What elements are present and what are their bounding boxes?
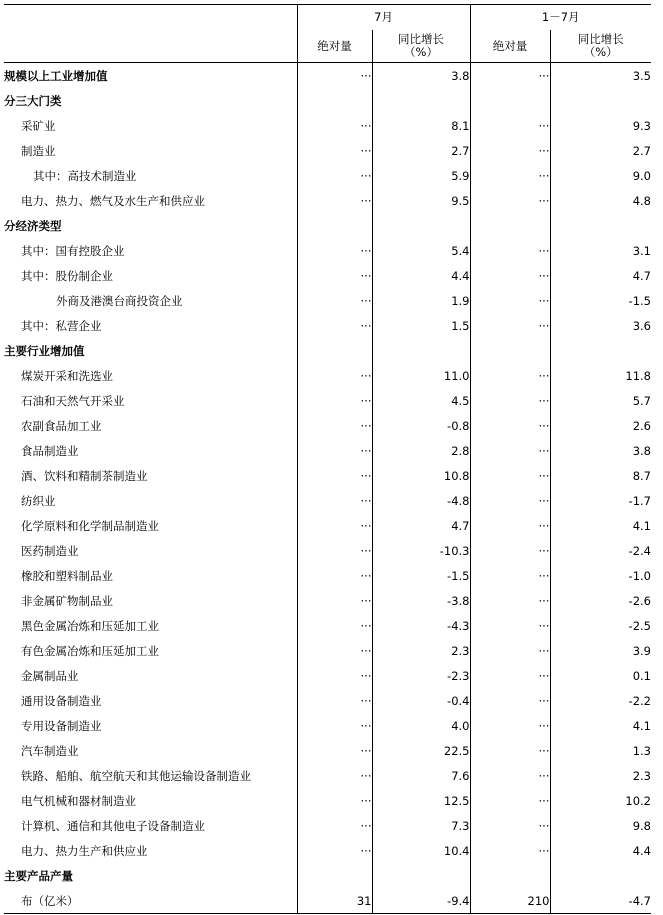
- table-row: [4, 163, 651, 188]
- ytd-abs-cell: ···: [470, 238, 550, 263]
- ytd-abs-cell: ···: [470, 788, 550, 813]
- ytd-yoy-cell: -2.4: [550, 538, 651, 563]
- ytd-yoy-cell: 5.7: [550, 388, 651, 413]
- july-yoy-cell: 4.0: [372, 713, 470, 738]
- ytd-yoy-cell: 9.0: [550, 163, 651, 188]
- ytd-abs-cell: ···: [470, 313, 550, 338]
- table-row: [4, 838, 651, 863]
- table-row: [4, 438, 651, 463]
- table-row: [4, 363, 651, 388]
- header-yoy-unit: （%）: [404, 45, 438, 59]
- july-yoy-cell: -4.3: [372, 613, 470, 638]
- ytd-yoy-cell: 3.1: [550, 238, 651, 263]
- ytd-yoy-cell: [550, 338, 651, 363]
- row-label: 铁路、船舶、航空航天和其他运输设备制造业: [21, 768, 251, 783]
- july-abs-cell: ···: [297, 838, 372, 863]
- july-abs-cell: ···: [297, 588, 372, 613]
- row-label: 有色金属冶炼和压延加工业: [21, 643, 159, 658]
- ytd-yoy-cell: 3.6: [550, 313, 651, 338]
- ytd-abs-cell: ···: [470, 838, 550, 863]
- ytd-abs-cell: ···: [470, 663, 550, 688]
- ytd-abs-cell: [470, 338, 550, 363]
- ytd-abs-cell: ···: [470, 738, 550, 763]
- table-row: [4, 763, 651, 788]
- ytd-abs-cell: ···: [470, 638, 550, 663]
- ytd-yoy-cell: 4.1: [550, 513, 651, 538]
- row-label: 煤炭开采和洗选业: [21, 368, 113, 383]
- table-row: [4, 238, 651, 263]
- ytd-abs-cell: ···: [470, 438, 550, 463]
- ytd-abs-cell: ···: [470, 138, 550, 163]
- header-blank-cell: [4, 5, 297, 31]
- ytd-yoy-cell: 3.8: [550, 438, 651, 463]
- ytd-yoy-cell: 9.8: [550, 813, 651, 838]
- ytd-yoy-cell: [550, 213, 651, 238]
- row-label: 分三大门类: [4, 93, 62, 108]
- ytd-abs-cell: ···: [470, 538, 550, 563]
- table-row: [4, 488, 651, 513]
- july-abs-cell: 31: [297, 888, 372, 914]
- table-row: [4, 688, 651, 713]
- ytd-yoy-cell: 2.6: [550, 413, 651, 438]
- ytd-yoy-cell: 8.7: [550, 463, 651, 488]
- ytd-abs-cell: ···: [470, 463, 550, 488]
- table-row: [4, 138, 651, 163]
- table-row: [4, 313, 651, 338]
- section-row: [4, 213, 651, 238]
- ytd-yoy-cell: 1.3: [550, 738, 651, 763]
- july-yoy-cell: 5.4: [372, 238, 470, 263]
- july-abs-cell: [297, 338, 372, 363]
- july-abs-cell: ···: [297, 763, 372, 788]
- header-yoy-unit: （%）: [583, 45, 618, 59]
- row-label: 食品制造业: [21, 443, 79, 458]
- july-abs-cell: ···: [297, 288, 372, 313]
- ytd-abs-cell: ···: [470, 513, 550, 538]
- row-label: 橡胶和塑料制品业: [21, 568, 113, 583]
- ytd-yoy-cell: -4.7: [550, 888, 651, 914]
- july-abs-cell: ···: [297, 63, 372, 89]
- row-label: 其中：国有控股企业: [21, 243, 125, 258]
- ytd-abs-cell: ···: [470, 388, 550, 413]
- table-row: [4, 813, 651, 838]
- ytd-abs-cell: ···: [470, 113, 550, 138]
- july-yoy-cell: -1.5: [372, 563, 470, 588]
- table-row: [4, 788, 651, 813]
- table-row: [4, 288, 651, 313]
- section-row: [4, 863, 651, 888]
- ytd-abs-cell: ···: [470, 363, 550, 388]
- july-abs-cell: ···: [297, 638, 372, 663]
- header-blank-cell: [4, 30, 297, 63]
- row-label: 金属制品业: [21, 668, 79, 683]
- header-jan-jul: 1－7月: [470, 5, 651, 31]
- row-label: 电力、热力生产和供应业: [21, 843, 148, 858]
- header-ytd-abs: 绝对量: [470, 30, 550, 63]
- july-abs-cell: ···: [297, 313, 372, 338]
- ytd-abs-cell: [470, 88, 550, 113]
- ytd-abs-cell: ···: [470, 763, 550, 788]
- ytd-yoy-cell: 4.7: [550, 263, 651, 288]
- july-abs-cell: ···: [297, 188, 372, 213]
- table-row: [4, 538, 651, 563]
- header-july-yoy: [372, 30, 470, 63]
- july-yoy-cell: 4.5: [372, 388, 470, 413]
- july-yoy-cell: -3.8: [372, 588, 470, 613]
- row-label: 规模以上工业增加值: [4, 68, 108, 83]
- july-abs-cell: ···: [297, 788, 372, 813]
- ytd-abs-cell: ···: [470, 413, 550, 438]
- row-label: 纺织业: [21, 493, 56, 508]
- section-row: [4, 88, 651, 113]
- table-row: [4, 463, 651, 488]
- table-body: [4, 63, 651, 914]
- ytd-abs-cell: ···: [470, 688, 550, 713]
- july-abs-cell: ···: [297, 738, 372, 763]
- july-yoy-cell: 4.7: [372, 513, 470, 538]
- july-abs-cell: ···: [297, 663, 372, 688]
- ytd-yoy-cell: -1.5: [550, 288, 651, 313]
- july-yoy-cell: 5.9: [372, 163, 470, 188]
- table-row: [4, 638, 651, 663]
- row-label: 主要产品产量: [4, 868, 73, 883]
- july-yoy-cell: 11.0: [372, 363, 470, 388]
- header-row-period: [4, 5, 651, 31]
- july-yoy-cell: 7.3: [372, 813, 470, 838]
- july-yoy-cell: 12.5: [372, 788, 470, 813]
- ytd-yoy-cell: -1.7: [550, 488, 651, 513]
- july-yoy-cell: 2.7: [372, 138, 470, 163]
- row-label: 其中：高技术制造业: [33, 168, 137, 183]
- row-label: 电力、热力、燃气及水生产和供应业: [21, 193, 205, 208]
- july-abs-cell: ···: [297, 163, 372, 188]
- ytd-yoy-cell: 11.8: [550, 363, 651, 388]
- table-row: [4, 588, 651, 613]
- july-yoy-cell: -9.4: [372, 888, 470, 914]
- row-label: 非金属矿物制品业: [21, 593, 113, 608]
- july-yoy-cell: 3.8: [372, 63, 470, 89]
- ytd-abs-cell: ···: [470, 488, 550, 513]
- july-abs-cell: ···: [297, 688, 372, 713]
- header-yoy-label: 同比增长: [398, 32, 444, 46]
- ytd-yoy-cell: 4.1: [550, 713, 651, 738]
- header-ytd-yoy: [550, 30, 651, 63]
- row-label: 主要行业增加值: [4, 343, 85, 358]
- july-yoy-cell: 2.3: [372, 638, 470, 663]
- row-label: 其中：股份制企业: [21, 268, 113, 283]
- row-label: 汽车制造业: [21, 743, 79, 758]
- july-abs-cell: ···: [297, 513, 372, 538]
- ytd-abs-cell: ···: [470, 188, 550, 213]
- row-label: 化学原料和化学制品制造业: [21, 518, 159, 533]
- july-abs-cell: ···: [297, 138, 372, 163]
- july-abs-cell: ···: [297, 463, 372, 488]
- row-label: 其中：私营企业: [21, 318, 102, 333]
- ytd-abs-cell: 210: [470, 888, 550, 914]
- july-yoy-cell: 1.5: [372, 313, 470, 338]
- table-row: [4, 563, 651, 588]
- july-abs-cell: ···: [297, 613, 372, 638]
- ytd-abs-cell: ···: [470, 288, 550, 313]
- industrial-value-added-table: [4, 4, 651, 914]
- ytd-abs-cell: ···: [470, 813, 550, 838]
- ytd-abs-cell: ···: [470, 63, 550, 89]
- july-yoy-cell: [372, 863, 470, 888]
- july-abs-cell: [297, 88, 372, 113]
- july-abs-cell: ···: [297, 488, 372, 513]
- ytd-abs-cell: ···: [470, 588, 550, 613]
- july-yoy-cell: 22.5: [372, 738, 470, 763]
- ytd-abs-cell: ···: [470, 163, 550, 188]
- july-yoy-cell: [372, 88, 470, 113]
- ytd-abs-cell: ···: [470, 563, 550, 588]
- ytd-yoy-cell: 2.3: [550, 763, 651, 788]
- row-label: 外商及港澳台商投资企业: [56, 293, 183, 308]
- july-yoy-cell: 8.1: [372, 113, 470, 138]
- july-yoy-cell: -0.8: [372, 413, 470, 438]
- row-label: 酒、饮料和精制茶制造业: [21, 468, 148, 483]
- table-row: [4, 113, 651, 138]
- july-abs-cell: ···: [297, 413, 372, 438]
- july-abs-cell: ···: [297, 563, 372, 588]
- row-label: 布（亿米）: [4, 888, 297, 914]
- row-label: 石油和天然气开采业: [21, 393, 125, 408]
- july-yoy-cell: [372, 213, 470, 238]
- july-yoy-cell: -2.3: [372, 663, 470, 688]
- ytd-yoy-cell: 10.2: [550, 788, 651, 813]
- ytd-abs-cell: ···: [470, 613, 550, 638]
- july-yoy-cell: 4.4: [372, 263, 470, 288]
- table-row: [4, 188, 651, 213]
- july-yoy-cell: 2.8: [372, 438, 470, 463]
- table-row: [4, 513, 651, 538]
- table-row: [4, 663, 651, 688]
- row-label: 通用设备制造业: [21, 693, 102, 708]
- ytd-yoy-cell: 3.9: [550, 638, 651, 663]
- july-yoy-cell: 10.8: [372, 463, 470, 488]
- july-yoy-cell: 10.4: [372, 838, 470, 863]
- table-row: [4, 613, 651, 638]
- july-abs-cell: ···: [297, 388, 372, 413]
- ytd-abs-cell: ···: [470, 713, 550, 738]
- ytd-yoy-cell: 9.3: [550, 113, 651, 138]
- ytd-abs-cell: [470, 863, 550, 888]
- july-abs-cell: ···: [297, 238, 372, 263]
- ytd-yoy-cell: [550, 863, 651, 888]
- july-abs-cell: ···: [297, 263, 372, 288]
- header-row-measures: [4, 30, 651, 63]
- july-yoy-cell: 9.5: [372, 188, 470, 213]
- row-label: 黑色金属冶炼和压延加工业: [21, 618, 159, 633]
- ytd-yoy-cell: -2.6: [550, 588, 651, 613]
- table-row: [4, 413, 651, 438]
- table-row: [4, 888, 651, 914]
- section-row: [4, 63, 651, 89]
- july-abs-cell: ···: [297, 363, 372, 388]
- july-abs-cell: ···: [297, 538, 372, 563]
- row-label: 分经济类型: [4, 218, 62, 233]
- ytd-yoy-cell: -2.2: [550, 688, 651, 713]
- july-yoy-cell: 1.9: [372, 288, 470, 313]
- july-abs-cell: [297, 213, 372, 238]
- table-row: [4, 388, 651, 413]
- ytd-yoy-cell: -2.5: [550, 613, 651, 638]
- july-abs-cell: ···: [297, 713, 372, 738]
- ytd-abs-cell: [470, 213, 550, 238]
- july-abs-cell: ···: [297, 113, 372, 138]
- row-label: 制造业: [21, 143, 56, 158]
- ytd-yoy-cell: [550, 88, 651, 113]
- row-label: 电气机械和器材制造业: [21, 793, 136, 808]
- header-yoy-label: 同比增长: [577, 32, 624, 46]
- row-label: 采矿业: [21, 118, 56, 133]
- july-abs-cell: ···: [297, 813, 372, 838]
- ytd-abs-cell: ···: [470, 263, 550, 288]
- header-july-abs: 绝对量: [297, 30, 372, 63]
- july-yoy-cell: [372, 338, 470, 363]
- row-label: 计算机、通信和其他电子设备制造业: [21, 818, 205, 833]
- ytd-yoy-cell: 4.4: [550, 838, 651, 863]
- ytd-yoy-cell: 0.1: [550, 663, 651, 688]
- july-yoy-cell: -0.4: [372, 688, 470, 713]
- ytd-yoy-cell: 3.5: [550, 63, 651, 89]
- ytd-yoy-cell: 4.8: [550, 188, 651, 213]
- ytd-yoy-cell: 2.7: [550, 138, 651, 163]
- table-row: [4, 738, 651, 763]
- ytd-yoy-cell: -1.0: [550, 563, 651, 588]
- row-label: 专用设备制造业: [21, 718, 102, 733]
- row-label: 农副食品加工业: [21, 418, 102, 433]
- header-july: 7月: [297, 5, 470, 31]
- section-row: [4, 338, 651, 363]
- table-row: [4, 263, 651, 288]
- table-row: [4, 713, 651, 738]
- row-label: 医药制造业: [21, 543, 79, 558]
- july-abs-cell: ···: [297, 438, 372, 463]
- july-abs-cell: [297, 863, 372, 888]
- july-yoy-cell: -4.8: [372, 488, 470, 513]
- july-yoy-cell: 7.6: [372, 763, 470, 788]
- july-yoy-cell: -10.3: [372, 538, 470, 563]
